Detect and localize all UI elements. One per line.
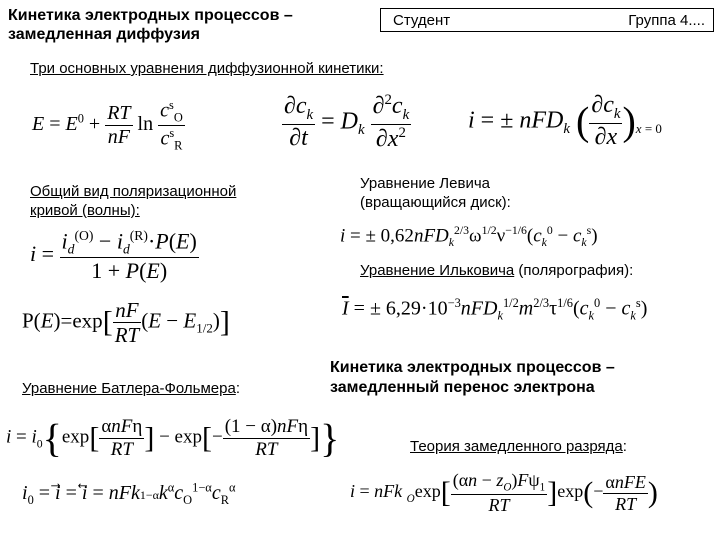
- polar-curve-label: [30, 182, 285, 220]
- ilkovich-text: Уравнение Ильковича: [360, 262, 515, 279]
- slide-title-text: Кинетика электродных процессов – замедленная диффузия: [8, 7, 293, 43]
- levich-text: Уравнение Левича (вращающийся диск):: [360, 175, 511, 211]
- fick-equation: $\frac{\partial c_k}{\partial t}$ = $D_k$ $\frac{\partial^2c_k}{\partial x^2}$: [284, 92, 410, 152]
- current-equation: i = ± nFD$_k$ ( $\frac{\partial c_k}{\partial x}$ )$_{x = 0}$: [468, 92, 662, 150]
- levich-equation: i = ± $0,62nFD_k^{2/3}\omega^{1/2}\nu^{-1/6}(c_k^0 - c_k^s)$: [340, 224, 598, 250]
- three-equations-heading: Три основных уравнения диффузионной кинетики:: [30, 60, 384, 77]
- slow-discharge-colon: :: [622, 438, 627, 455]
- ilkovich-equation: $\overline{I}$ = ± $6,29\cdot 10^{-3}nFD_k^{1/2}m^{2/3}\tau^{1/6}(c_k^0 - c_k^s)$: [342, 296, 648, 323]
- bv-equation: $i = i_0\{\exp$[ $\frac{\text{αnFη}}{RT}$ ] − exp[− $\frac{\text{(1 − α)nFη}}{RT}$ ]}: [6, 415, 340, 461]
- wave-equation: i = $\frac{i_d^{(O)} - i_d^{(R)}\cdot P(E)}{1 + P(E)}$: [30, 228, 197, 284]
- slow-discharge-equation: i = nFk $_O$exp[ $\frac{(\alpha n - z_O)F\psi_1}{RT}$ ]exp(− $\frac{\text{αnFE}}{RT}$ ): [350, 470, 658, 516]
- levich-label: [360, 174, 580, 212]
- butler-colon: :: [235, 380, 240, 397]
- student-box: [380, 8, 714, 32]
- group-label: Группа 4....: [628, 12, 705, 29]
- student-label: Студент: [393, 12, 451, 29]
- slide-title: [8, 6, 348, 44]
- pe-equation: P(E)=exp[ $\frac{nF}{RT}$ $(E - E_{1/2})$]: [22, 298, 230, 348]
- kinetics2-title: [330, 358, 670, 398]
- nernst-equation: $E = E^0$ + $\frac{RT}{nF}$ ln $\frac{c^s_O}{c^s_R}$: [32, 98, 183, 153]
- butler-text: Уравнение Батлера-Фольмера: [22, 380, 236, 397]
- kinetics2-text: Кинетика электродных процессов – замедленный перенос электрона: [330, 359, 615, 396]
- ilkovich-label: [360, 262, 633, 280]
- slow-discharge-text: Теория замедленного разряда: [410, 438, 623, 455]
- butler-label: [22, 380, 240, 398]
- i0-equation: $i_0$ = i⃗ = i⃖ = $nFk1-\alpha k^\alpha c_O^{1-\alpha}c_R^\alpha$: [22, 480, 236, 507]
- ilkovich-rest: (полярография):: [514, 262, 634, 279]
- polar-curve-text: Общий вид поляризационной кривой (волны):: [30, 183, 237, 219]
- slow-discharge-label: [410, 438, 627, 456]
